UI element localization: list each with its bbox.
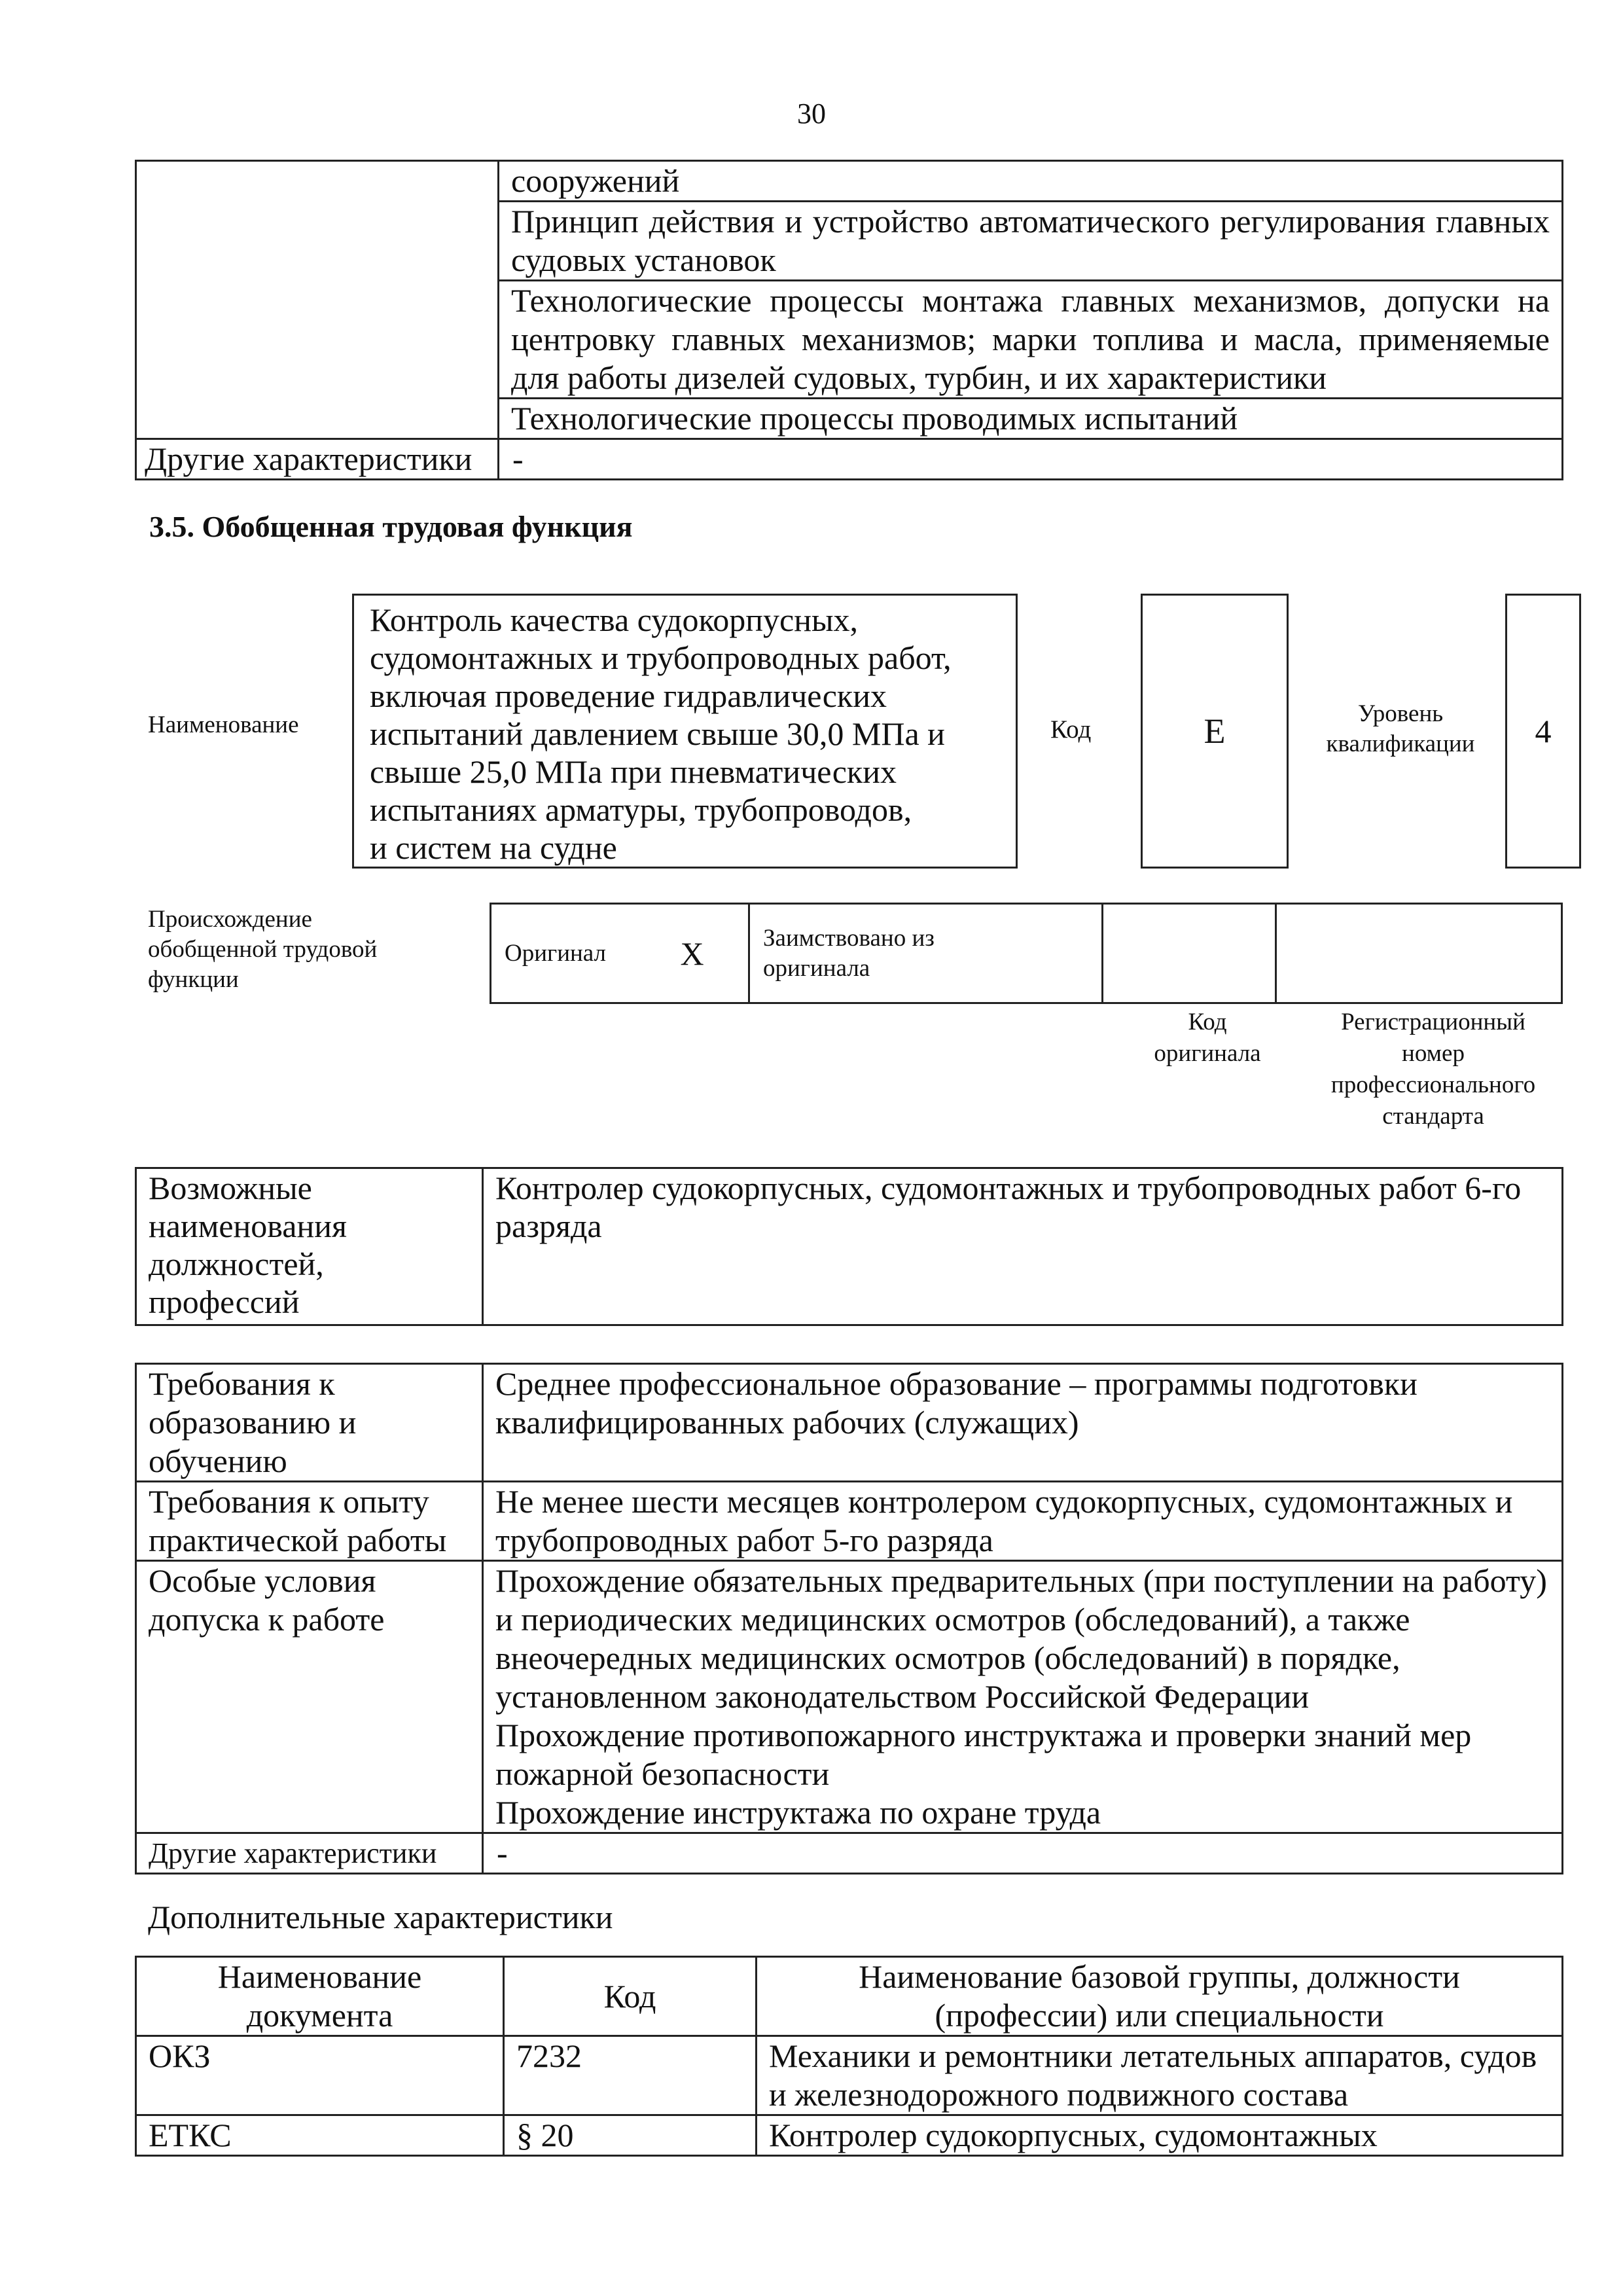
label-line: образованию и: [149, 1404, 357, 1441]
row-doc: ОКЗ: [136, 2036, 504, 2115]
header-code: Код: [504, 1957, 757, 2036]
row-code: 7232: [504, 2036, 757, 2115]
requirements-table: [135, 1363, 1563, 1874]
special-condition: Прохождение обязательных предварительных (при поступлении на работу) и периодических медицинских осмотров (обследований), а также внеочередных медицинских осмотров (обследований) в порядке, установленном законодательством Российской Федерации: [495, 1562, 1547, 1715]
caption-line: номер: [1402, 1040, 1465, 1067]
code-label: Код: [1050, 715, 1092, 744]
header-document: Наименование документа: [136, 1957, 504, 2036]
additional-title: Дополнительные характеристики: [148, 1899, 613, 1935]
borrowed-label-line: Заимствовано из: [763, 924, 935, 952]
original-code-cell: [1103, 904, 1276, 1003]
origin-label-line: функции: [148, 966, 239, 993]
label-line: Требования к: [149, 1365, 335, 1402]
special-conditions-value: [483, 1561, 1563, 1833]
registration-number-cell: [1276, 904, 1562, 1003]
original-label: Оригинал: [491, 904, 668, 1003]
other-characteristics-label: Другие характеристики: [136, 1833, 483, 1874]
special-condition: Прохождение инструктажа по охране труда: [495, 1794, 1101, 1831]
label-line: Требования к опыту: [149, 1483, 429, 1520]
other-characteristics-value: -: [499, 439, 1563, 480]
row-doc: ЕТКС: [136, 2115, 504, 2156]
origin-label-line: Происхождение: [148, 906, 312, 933]
label-line: Возможные: [149, 1170, 312, 1206]
education-label: [136, 1364, 483, 1482]
positions-value: Контролер судокорпусных, судомонтажных и трубопроводных работ 6-го разряда: [483, 1168, 1563, 1325]
knowledge-row: Принцип действия и устройство автоматического регулирования главных судовых установок: [499, 202, 1563, 281]
positions-table: [135, 1167, 1563, 1326]
function-name-line: испытаний давлением свыше 30,0 МПа и: [370, 715, 945, 752]
level-label-line: квалификации: [1326, 730, 1475, 757]
label-line: обучению: [149, 1443, 287, 1479]
name-label: Наименование: [148, 711, 299, 738]
caption-line: профессионального: [1330, 1071, 1536, 1098]
experience-label: [136, 1482, 483, 1561]
caption-line: Регистрационный: [1341, 1009, 1525, 1035]
caption-line: Код: [1188, 1009, 1227, 1035]
empty-label-cell: [136, 161, 499, 439]
label-line: Особые условия: [149, 1562, 376, 1599]
page-number: 30: [797, 98, 826, 130]
other-characteristics-label: Другие характеристики: [136, 439, 499, 480]
special-condition: Прохождение противопожарного инструктажа и проверки знаний мер пожарной безопасности: [495, 1717, 1472, 1792]
knowledge-row: Технологические процессы монтажа главных механизмов, допуски на центровку главных механизмов; марки топлива и масла, применяемые для работы дизелей судовых, турбин, и их характеристики: [499, 281, 1563, 399]
label-line: практической работы: [149, 1522, 447, 1558]
row-name: Механики и ремонтники летательных аппаратов, судов и железнодорожного подвижного состава: [757, 2036, 1563, 2115]
row-name: Контролер судокорпусных, судомонтажных: [757, 2115, 1563, 2156]
label-line: наименования: [149, 1208, 347, 1244]
section-title: 3.5. Обобщенная трудовая функция: [149, 510, 633, 543]
level-label-line: Уровень: [1357, 700, 1444, 727]
registration-number-caption: [1309, 1007, 1558, 1132]
function-name-line: Контроль качества судокорпусных,: [370, 601, 859, 638]
function-name-line: судомонтажных и трубопроводных работ,: [370, 639, 952, 676]
experience-value: Не менее шести месяцев контролером судокорпусных, судомонтажных и трубопроводных работ 5-го разряда: [483, 1482, 1563, 1561]
knowledge-row: сооружений: [499, 161, 1563, 202]
caption-line: стандарта: [1382, 1103, 1484, 1130]
other-characteristics-value: -: [483, 1833, 1563, 1874]
label-line: допуска к работе: [149, 1601, 385, 1638]
original-mark: X: [668, 904, 749, 1003]
header-group: Наименование базовой группы, должности (профессии) или специальности: [757, 1957, 1563, 2036]
qualification-level-value: 4: [1505, 594, 1581, 869]
origin-label-line: обобщенной трудовой: [148, 936, 378, 963]
label-line: должностей,: [149, 1246, 324, 1282]
qualification-level-label: [1302, 699, 1499, 759]
original-code-caption: [1109, 1007, 1306, 1069]
caption-line: оригинала: [1154, 1040, 1261, 1067]
borrowed-label: [749, 904, 1103, 1003]
function-name-line: включая проведение гидравлических: [370, 677, 887, 714]
row-code: § 20: [504, 2115, 757, 2156]
origin-table: [490, 903, 1563, 1004]
knowledge-row: Технологические процессы проводимых испытаний: [499, 399, 1563, 439]
function-name-box: [352, 594, 1018, 869]
borrowed-label-line: оригинала: [763, 954, 870, 982]
function-name-line: свыше 25,0 МПа при пневматических: [370, 753, 897, 790]
function-name-line: и систем на судне: [370, 829, 617, 866]
additional-table: [135, 1956, 1563, 2157]
function-name-line: испытаниях арматуры, трубопроводов,: [370, 791, 912, 828]
knowledge-table: [135, 160, 1563, 480]
origin-label: [148, 905, 377, 995]
education-value: Среднее профессиональное образование – программы подготовки квалифицированных рабочих (служащих): [483, 1364, 1563, 1482]
code-value: E: [1141, 594, 1289, 869]
special-conditions-label: [136, 1561, 483, 1833]
positions-label: [136, 1168, 483, 1325]
label-line: профессий: [149, 1283, 300, 1320]
